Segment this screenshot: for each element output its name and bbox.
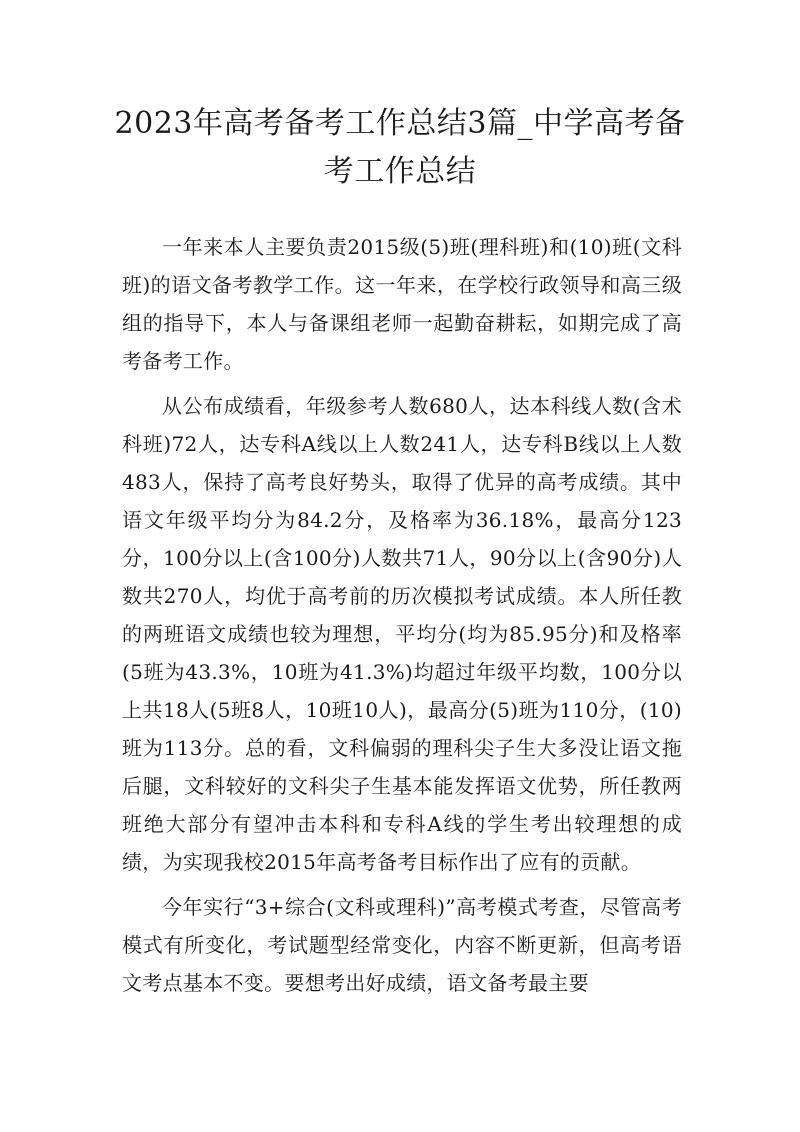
document-body: [122, 228, 682, 1009]
paragraph-results: 从公布成绩看，年级参考人数680人，达本科线人数(含术科班)72人，达专科A线以上人数241人，达专科B线以上人数483人，保持了高考良好势头，取得了优异的高考成绩。其中语文年级平均分为84.2分，及格率为36.18%，最高分123分，100分以上(含100分)人数共71人，90分以上(含90分)人数共270人，均优于高考前的历次模拟考试成绩。本人所任教的两班语文成绩也较为理想，平均分(均为85.95分)和及格率(5班为43.3%，10班为41.3%)均超过年级平均数，100分以上共18人(5班8人，10班10人)，最高分(5)班为110分，(10)班为113分。总的看，文科偏弱的理科尖子生大多没让语文拖后腿，文科较好的文科尖子生基本能发挥语文优势，所任教两班绝大部分有望冲击本科和专科A线的学生考出较理想的成绩，为实现我校2015年高考备考目标作出了应有的贡献。: [122, 394, 682, 874]
paragraph-exam-mode: 今年实行“3+综合(文科或理科)”高考模式考查，尽管高考模式有所变化，考试题型经常变化，内容不断更新，但高考语文考点基本不变。要想考出好成绩，语文备考最主要: [122, 895, 682, 995]
document-title: 2023年高考备考工作总结3篇_中学高考备考工作总结: [114, 106, 686, 189]
paragraph-intro: 一年来本人主要负责2015级(5)班(理科班)和(10)班(文科班)的语文备考教学工作。这一年来，在学校行政领导和高三级组的指导下，本人与备课组老师一起勤奋耕耘，如期完成了高考备考工作。: [122, 235, 682, 373]
